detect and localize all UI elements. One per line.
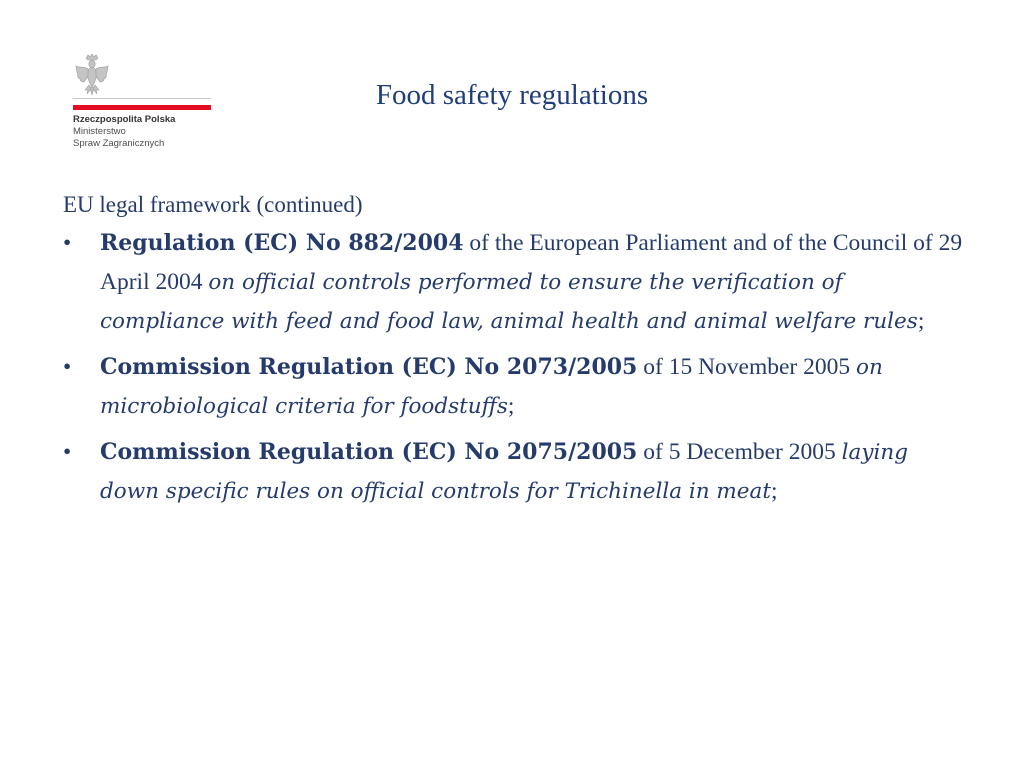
org-name-line3: Spraw Zagranicznych [73,138,165,149]
regulation-reference: Commission Regulation (EC) No 2075/2005 [100,439,638,465]
regulation-date: of the European Parliament and of the Council of 29 April 2004 [100,230,963,295]
regulation-description: on official controls performed to ensure the verification of compliance with feed and food law, animal health and animal welfare rules [100,270,918,334]
regulation-end: ; [917,308,925,334]
logo-red-bar [73,105,211,110]
regulation-item [63,224,963,341]
logo-divider [73,98,211,99]
section-subheading: EU legal framework (continued) [63,192,363,217]
regulation-end: ; [770,478,778,504]
slide-title: Food safety regulations [375,79,649,111]
regulation-date: of 15 November 2005 [637,354,857,380]
regulation-description: on microbiological criteria for foodstuffs [100,355,883,419]
regulation-reference: Commission Regulation (EC) No 2073/2005 [100,354,638,380]
regulation-item [63,348,963,426]
org-name-line2: Ministerstwo [73,126,126,137]
ministry-name [73,114,175,150]
regulation-list [63,224,963,511]
bullet-icon: • [63,439,72,465]
bullet-icon: • [63,230,72,256]
regulation-reference: Regulation (EC) No 882/2004 [100,230,464,256]
regulation-item [63,433,963,511]
polish-eagle-icon [74,54,110,96]
regulation-date: of 5 December 2005 [637,439,842,465]
bullet-icon: • [63,354,72,380]
regulation-description: laying down specific rules on official controls for Trichinella in meat [100,440,908,504]
org-name-line1: Rzeczpospolita Polska [73,114,176,125]
slide-body [63,186,963,518]
regulation-end: ; [507,393,515,419]
